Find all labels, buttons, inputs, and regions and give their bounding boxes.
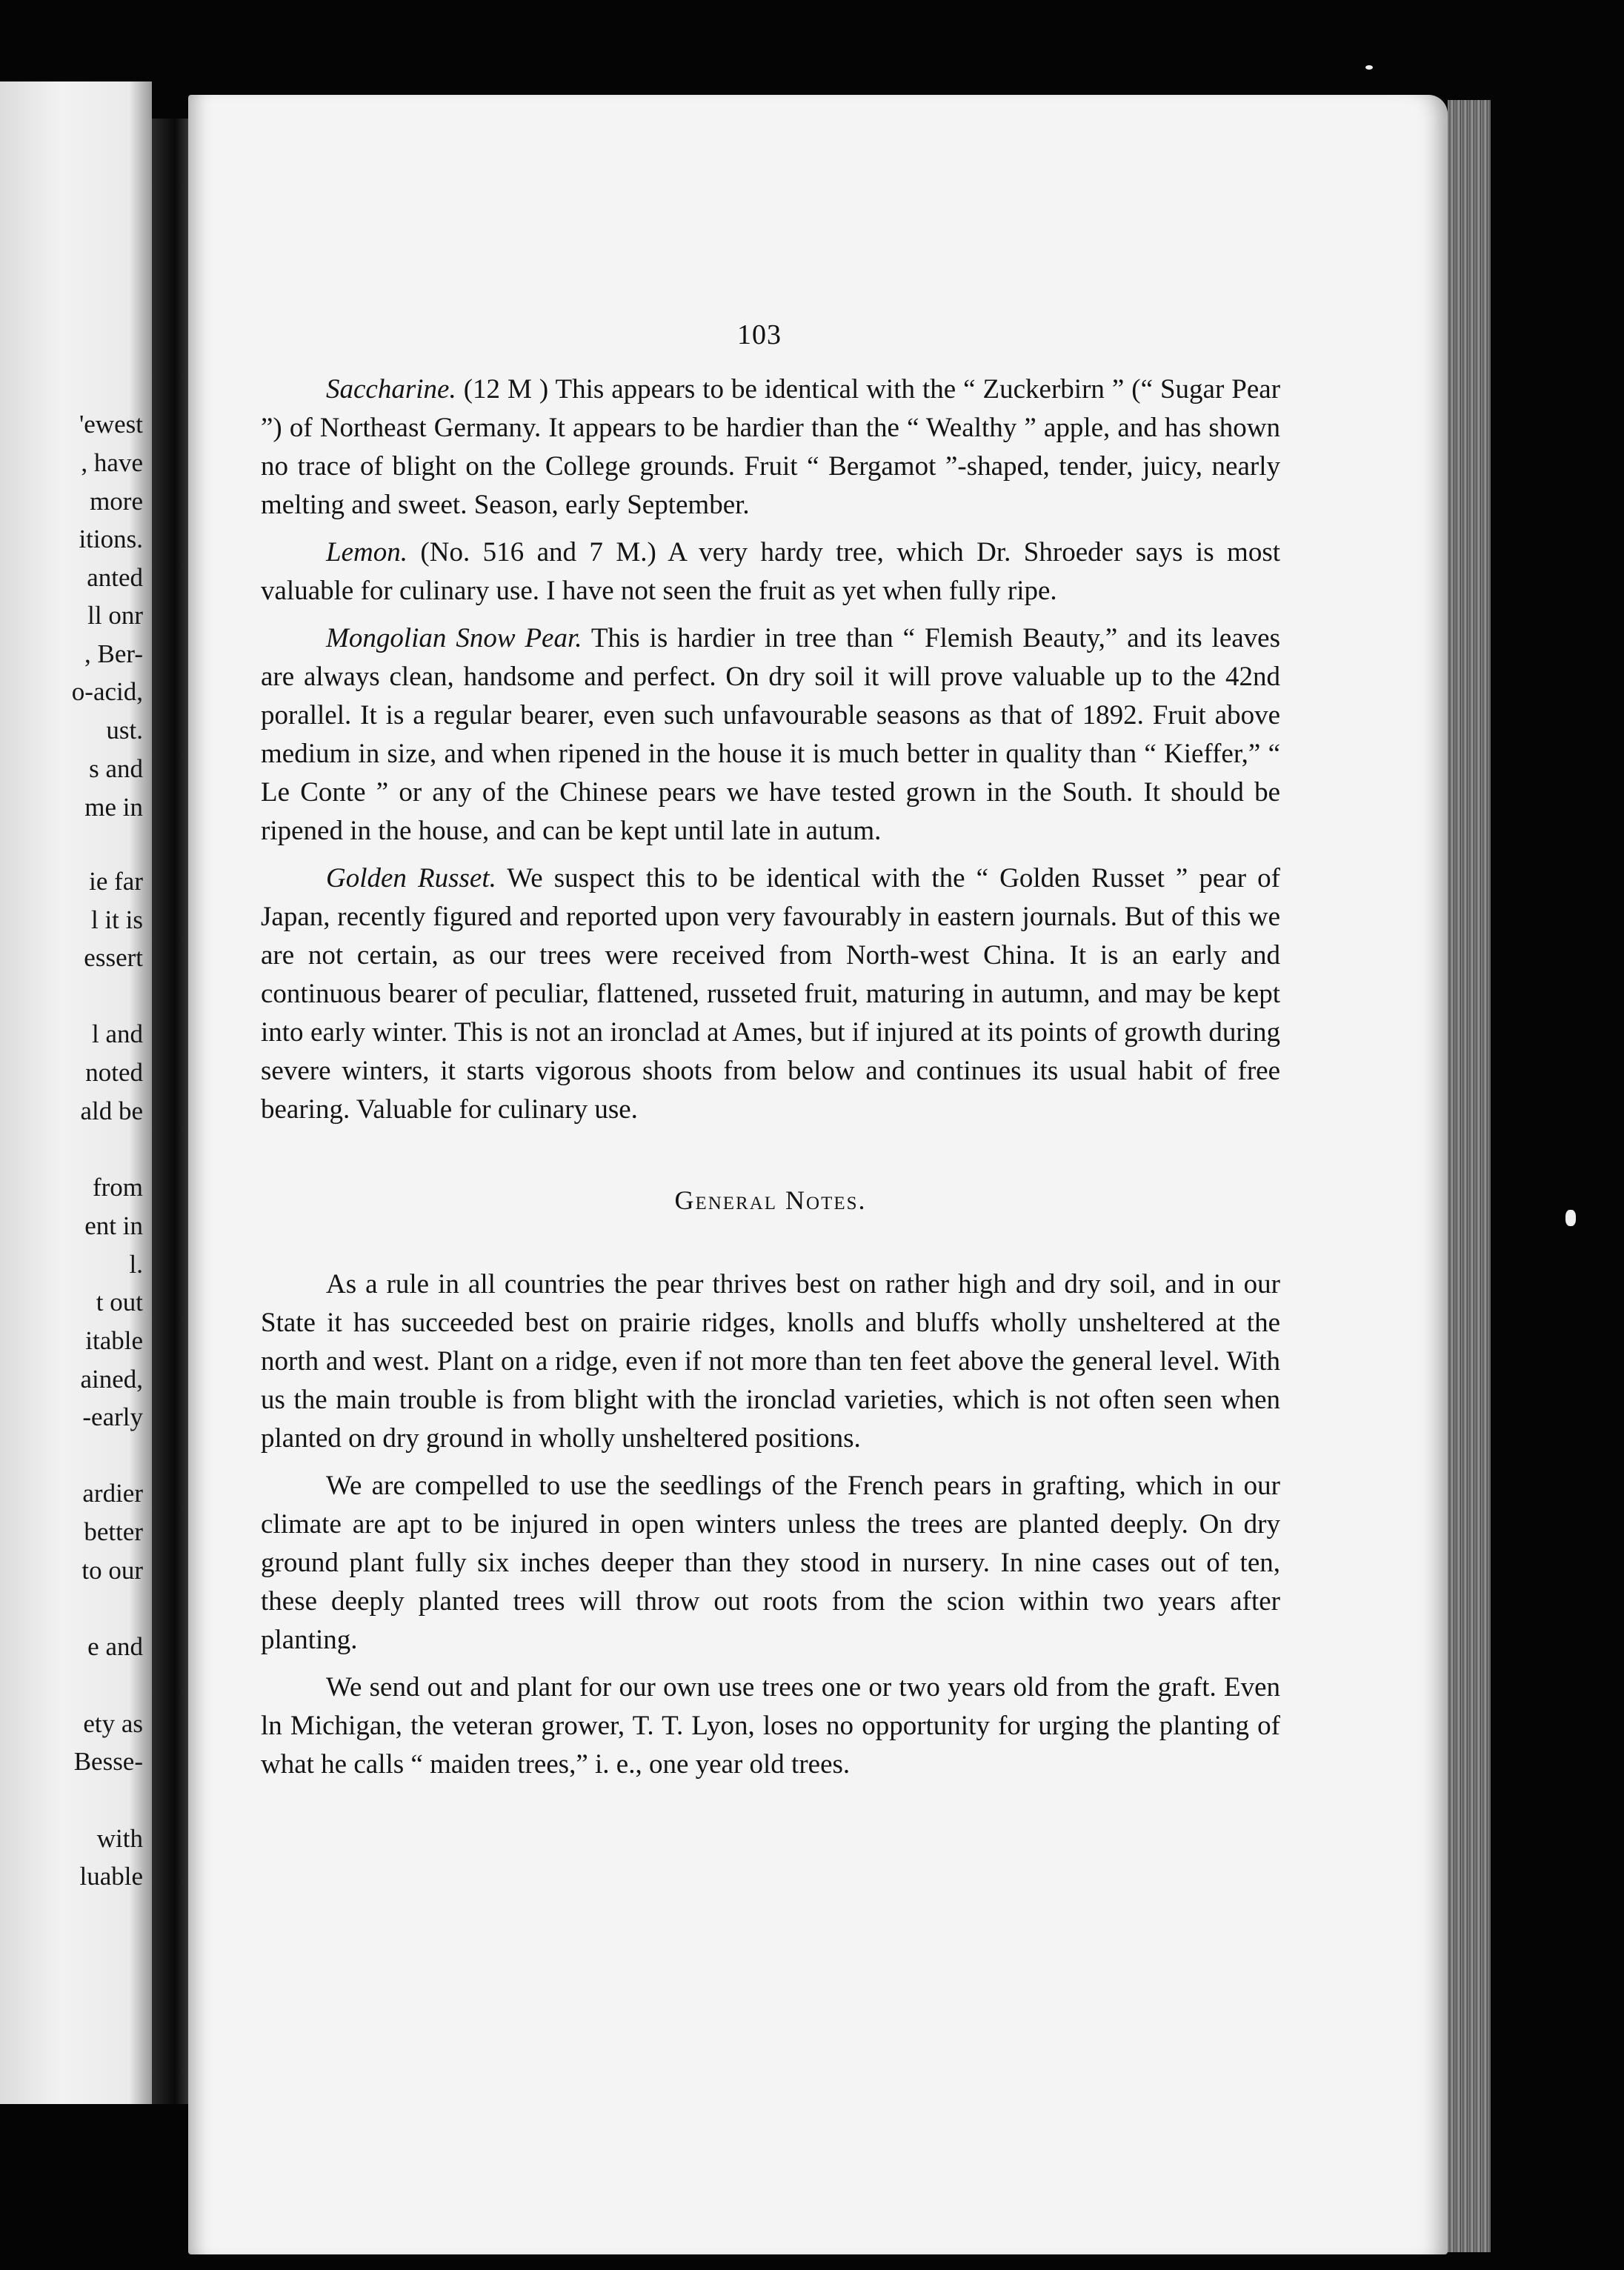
facing-page-line: more: [90, 487, 143, 516]
variety-name: Mongolian Snow Pear.: [326, 623, 582, 653]
entry-saccharine: [261, 370, 1280, 525]
facing-page-line: l and: [91, 1019, 143, 1048]
variety-name: Golden Russet.: [326, 863, 496, 893]
facing-page-line: from: [92, 1173, 143, 1202]
facing-page-line: s and: [89, 754, 143, 783]
entry-mongolian-snow-pear: [261, 619, 1280, 851]
facing-page-line: ent in: [84, 1211, 143, 1240]
facing-page-line: ald be: [80, 1096, 143, 1125]
facing-page-line: to our: [81, 1556, 143, 1585]
facing-page-line: , have: [81, 448, 143, 477]
facing-page-line: ained,: [80, 1365, 143, 1394]
entry-golden-russet: [261, 859, 1280, 1129]
entry-text: (No. 516 and 7 M.) A very hardy tree, which Dr. Shroeder says is most valuable for culinary use. I have not seen the fruit as yet when fully ripe.: [261, 537, 1281, 606]
page-edges: [1448, 100, 1491, 2252]
facing-page-line: noted: [85, 1058, 143, 1087]
facing-page-line: l it is: [90, 905, 143, 934]
facing-page-line: ie far: [89, 867, 143, 896]
facing-page: [0, 81, 152, 2104]
entry-text: (12 M ) This appears to be identical with the “ Zuckerbirn ” (“ Sugar Pear ”) of Northeast Germany. It appears to be hardier than the “ Wealthy ” apple, and has shown no trace of blight on the College grounds. Fruit “ Bergamot ”-shaped, tender, juicy, nearly melting and sweet. Season, early September.: [261, 374, 1281, 520]
facing-page-line: o-acid,: [71, 677, 143, 706]
facing-page-line: itions.: [79, 525, 143, 553]
facing-page-line: e and: [87, 1632, 143, 1661]
notes-paragraph: We are compelled to use the seedlings of the French pears in grafting, which in our climate are apt to be injured in open winters unless the trees are planted deeply. On dry ground plant fully six inches deeper than they stood in nursery. In nine cases out of ten, these deeply planted trees will throw out roots from the scion within two years after planting.: [261, 1471, 1280, 1655]
facing-page-line: 'ewest: [79, 410, 143, 439]
facing-page-line: with: [96, 1824, 143, 1853]
facing-page-line: ll onr: [87, 601, 143, 630]
dust-speck: [1365, 65, 1373, 70]
facing-page-line: luable: [79, 1862, 143, 1891]
facing-page-line: essert: [84, 943, 143, 972]
facing-page-line: better: [84, 1517, 143, 1546]
variety-name: Lemon.: [326, 537, 407, 568]
facing-page-line: t out: [96, 1288, 143, 1317]
page-body: [261, 370, 1280, 1793]
facing-page-line: ety as: [83, 1709, 143, 1738]
facing-page-line: itable: [85, 1326, 143, 1355]
notes-paragraph: As a rule in all countries the pear thrives best on rather high and dry soil, and in our State it has succeeded best on prairie ridges, knolls and bluffs wholly unsheltered at the north and west. Plant on a ridge, even if not more than ten feet above the general level. With us the main trouble is from blight with the ironclad varieties, which is not often seen when planted on dry ground in wholly unsheltered positions.: [261, 1269, 1280, 1454]
entry-text: This is hardier in tree than “ Flemish Beauty,” and its leaves are always clean, handsome and perfect. On dry soil it will prove valuable up to the 42nd porallel. It is a regular bearer, even such unfavourable seasons as that of 1892. Fruit above medium in size, and when ripened in the house it is much better in quality than “ Kieffer,” “ Le Conte ” or any of the Chinese pears we have tested grown in the South. It should be ripened in the house, and can be kept until late in autum.: [261, 623, 1280, 846]
facing-page-line: , Ber-: [84, 639, 143, 668]
facing-page-line: anted: [87, 563, 143, 592]
facing-page-line: l.: [129, 1250, 143, 1279]
facing-page-line: me in: [84, 793, 143, 822]
book-gutter: [152, 119, 190, 2104]
entry-text: We suspect this to be identical with the “ Golden Russet ” pear of Japan, recently figured and reported upon very favourably in eastern journals. But of this we are not certain, as our trees were received from North-west China. It is an early and continuous bearer of peculiar, flattened, russeted fruit, maturing in autumn, and may be kept into early winter. This is not an ironclad at Ames, but if injured at its points of growth during severe winters, it starts vigorous shoots from below and continues its usual habit of free bearing. Valuable for culinary use.: [261, 863, 1280, 1125]
entry-lemon: [261, 533, 1280, 610]
facing-page-line: ust.: [106, 716, 143, 745]
section-heading: General Notes.: [674, 1185, 867, 1215]
facing-page-line: -early: [82, 1402, 143, 1431]
variety-name: Saccharine.: [326, 374, 456, 405]
notes-paragraph: We send out and plant for our own use trees one or two years old from the graft. Even ln Michigan, the veteran grower, T. T. Lyon, loses no opportunity for urging the planting of what he calls “ maiden trees,” i. e., one year old trees.: [261, 1672, 1280, 1780]
page-number: 103: [737, 319, 782, 350]
facing-page-line: Besse-: [73, 1747, 143, 1776]
dust-speck: [1565, 1210, 1576, 1226]
facing-page-line: ardier: [82, 1479, 143, 1508]
